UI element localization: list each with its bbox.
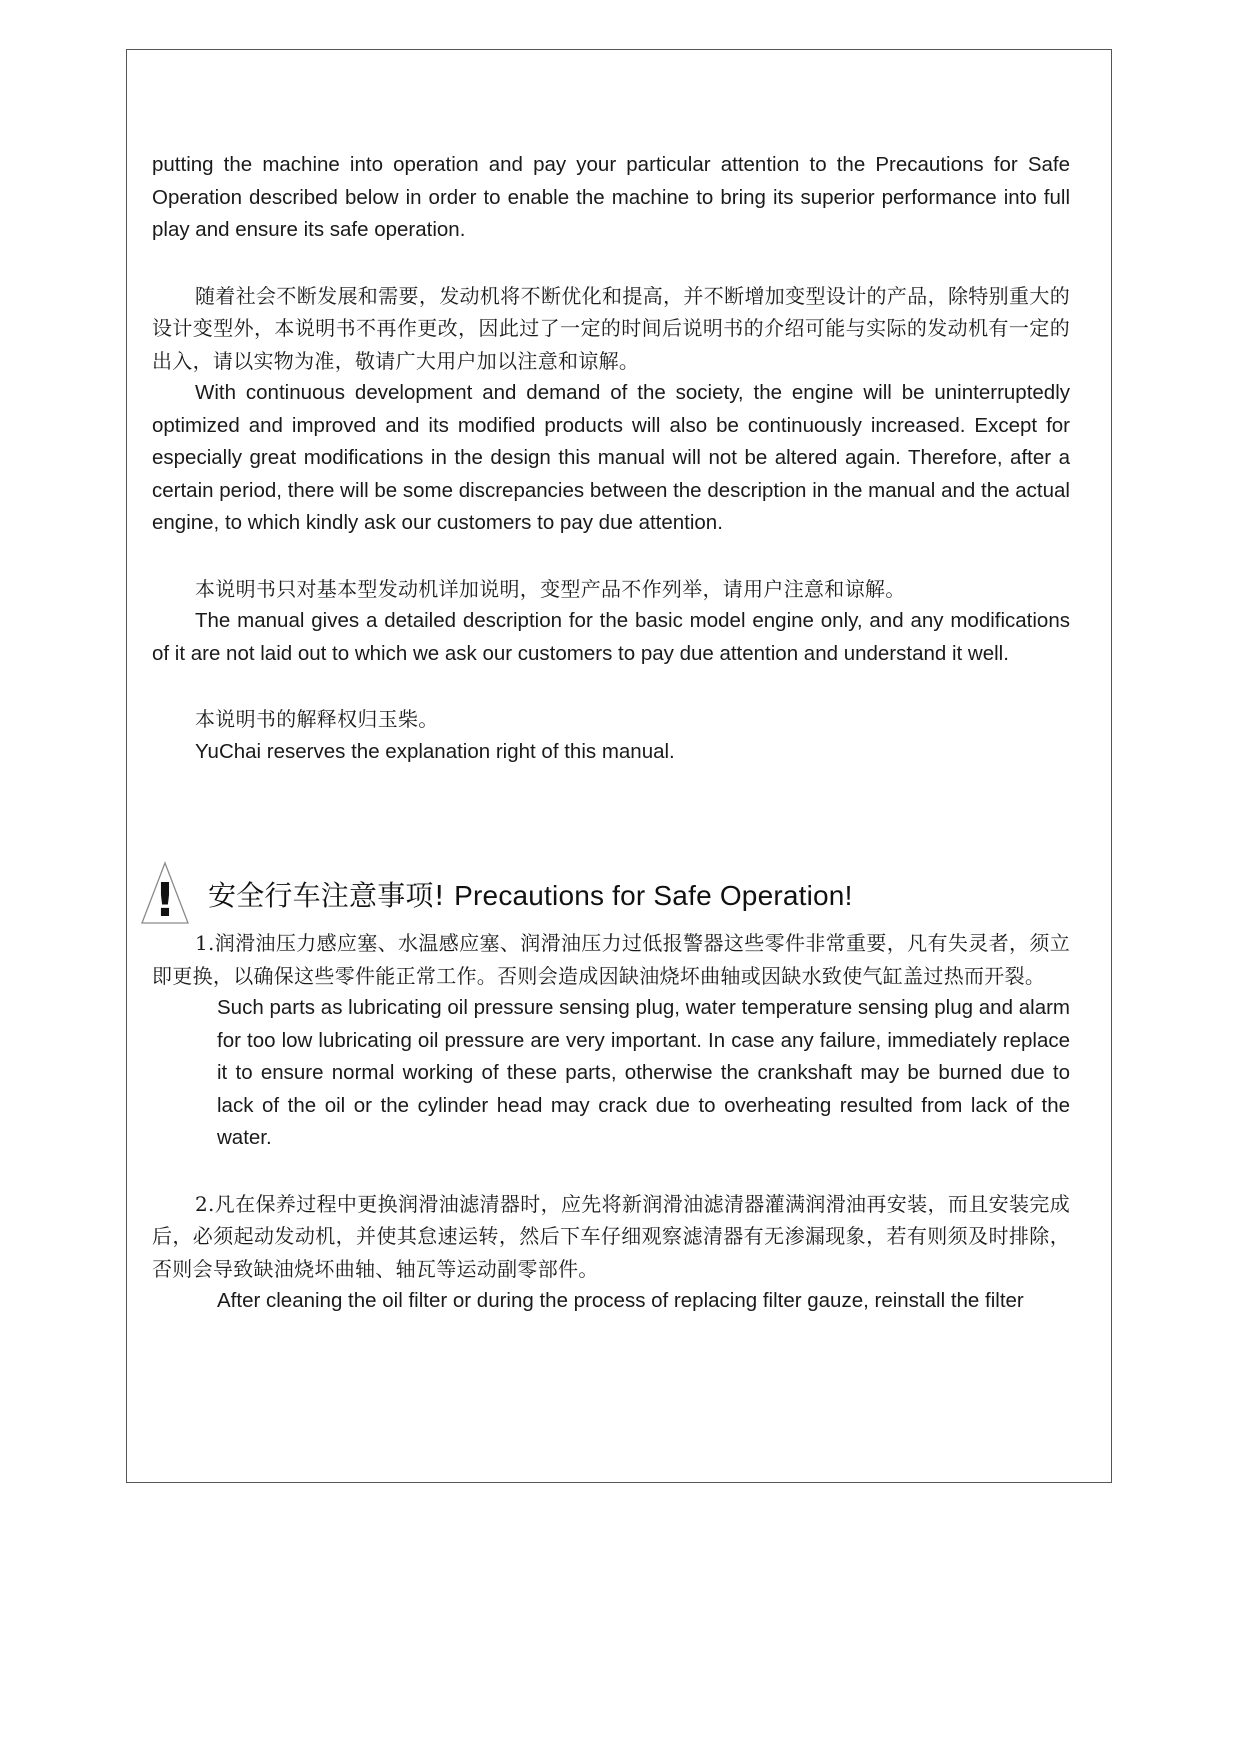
warning-triangle-icon [140, 861, 190, 925]
precaution-item-1-cn: 1.润滑油压力感应塞、水温感应塞、润滑油压力过低报警器这些零件非常重要，凡有失灵者，须立即更换，以确保这些零件能正常工作。否则会造成因缺油烧坏曲轴或因缺水致使气缸盖过热而开裂。 [152, 931, 1070, 988]
basic-model-paragraph-en: The manual gives a detailed description for the basic model engine only, and any modifications of it are not laid out to which we ask our customers to pay due attention and understand it well. [152, 609, 1070, 665]
development-paragraph-cn: 随着社会不断发展和需要，发动机将不断优化和提高，并不断增加变型设计的产品，除特别重大的设计变型外，本说明书不再作更改，因此过了一定的时间后说明书的介绍可能与实际的发动机有一定的出入，请以实物为准，敬请广大用户加以注意和谅解。 [152, 283, 1070, 373]
precautions-heading-en: Precautions for Safe Operation! [454, 880, 853, 911]
precaution-item-1-en: Such parts as lubricating oil pressure sensing plug, water temperature sensing plug and alarm for too low lubricating oil pressure are very important. In case any failure, immediately replace it to ensure normal working of these parts, otherwise the crankshaft may be burned due to lack of the oil or the cylinder head may crack due to overheating resulted from lack of the water. [217, 996, 1070, 1149]
precautions-heading-row [152, 865, 1070, 927]
basic-model-paragraph-cn: 本说明书只对基本型发动机详加说明，变型产品不作列举，请用户注意和谅解。 [195, 576, 906, 601]
document-body [152, 149, 1070, 1318]
warning-exclamation-glyph: ! [154, 873, 176, 925]
rights-paragraph-en: YuChai reserves the explanation right of this manual. [195, 739, 675, 763]
rights-paragraph-cn: 本说明书的解释权归玉柴。 [195, 707, 439, 731]
precautions-heading-cn: 安全行车注意事项! [208, 879, 446, 912]
spacer [152, 670, 1070, 703]
spacer [152, 1155, 1070, 1188]
precaution-item-2-cn: 2.凡在保养过程中更换润滑油滤清器时，应先将新润滑油滤清器灌满润滑油再安装，而且安装完成后，必须起动发动机，并使其怠速运转，然后下车仔细观察滤清器有无渗漏现象，若有则须及时排除，否则会导致缺油烧坏曲轴、轴瓦等运动副零部件。 [152, 1191, 1070, 1281]
development-paragraph-en: With continuous development and demand of the society, the engine will be uninterruptedly optimized and improved and its modified products will also be continuously increased. Except for especially great modifications in the design this manual will not be altered again. Therefore, after a certain period, there will be some discrepancies between the description in the manual and the actual engine, to which kindly ask our customers to pay due attention. [152, 381, 1070, 534]
spacer [152, 540, 1070, 573]
spacer [152, 768, 1070, 865]
precaution-item-2-en: After cleaning the oil filter or during the process of replacing filter gauze, reinstall the filter [217, 1289, 1024, 1312]
precautions-heading [208, 878, 853, 914]
intro-tail-paragraph: putting the machine into operation and pay your particular attention to the Precautions for Safe Operation described below in order to enable the machine to bring its superior performance into full play and ensure its safe operation. [152, 153, 1070, 241]
spacer [152, 247, 1070, 280]
